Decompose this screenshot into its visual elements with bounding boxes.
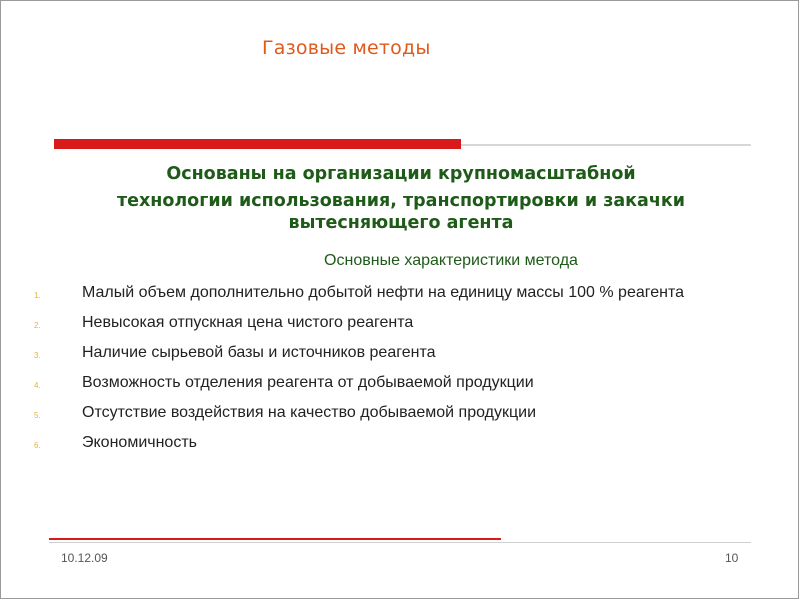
title-divider-rule <box>461 144 751 146</box>
list-item-number: 5. <box>34 411 41 420</box>
list-item-number: 3. <box>34 351 41 360</box>
list-item-number: 4. <box>34 381 41 390</box>
heading-line-3: вытесняющего агента <box>288 213 514 233</box>
list-item-text: Отсутствие воздействия на качество добываемой продукции <box>82 404 537 421</box>
title-accent-rule <box>54 139 461 149</box>
list-item-text: Возможность отделения реагента от добываемой продукции <box>82 374 534 391</box>
list-item <box>1 372 800 402</box>
list-item-text: Наличие сырьевой базы и источников реагента <box>82 344 436 361</box>
slide-title: Газовые методы <box>262 37 431 59</box>
list-item-text: Невысокая отпускная цена чистого реагента <box>82 314 414 331</box>
list-item-number: 1. <box>34 291 41 300</box>
heading-line-2: технологии использования, транспортировки и закачки <box>116 191 686 211</box>
list-item <box>1 432 800 462</box>
footer-divider-rule <box>49 542 751 543</box>
page-number: 10 <box>725 551 739 565</box>
list-item-number: 2. <box>34 321 41 330</box>
list-item-text: Экономичность <box>82 434 197 451</box>
list-item <box>1 312 800 342</box>
characteristics-subtitle: Основные характеристики метода <box>324 252 578 269</box>
heading-line-1: Основаны на организации крупномасштабной <box>166 164 636 184</box>
slide-heading <box>31 161 771 231</box>
list-item-text: Малый объем дополнительно добытой нефти на единицу массы 100 % реагента <box>82 284 685 301</box>
list-item <box>1 402 800 432</box>
footer-date: 10.12.09 <box>61 551 108 565</box>
list-item-number: 6. <box>34 441 41 450</box>
footer-accent-rule <box>49 538 501 540</box>
characteristics-list <box>1 282 800 462</box>
list-item <box>1 342 800 372</box>
list-item <box>1 282 800 312</box>
